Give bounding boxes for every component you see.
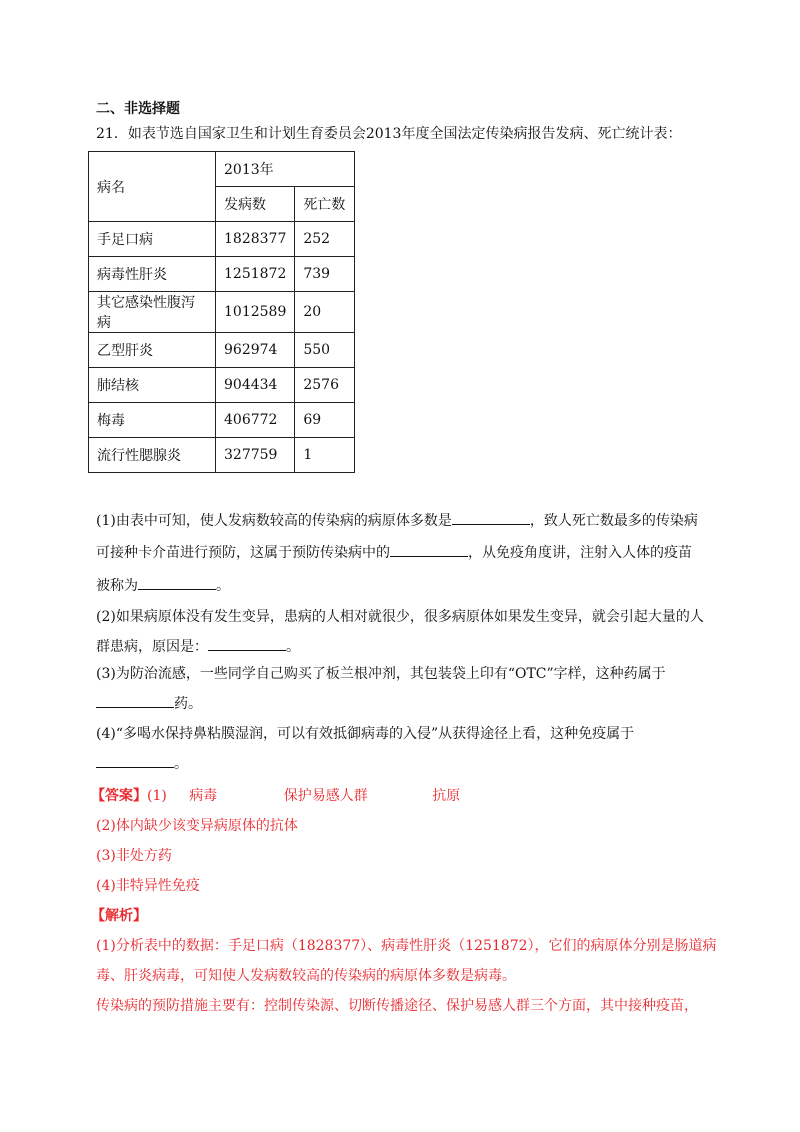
cell-deaths: 739 (295, 257, 355, 292)
cell-name: 乙型肝炎 (89, 333, 216, 368)
analysis-line1: (1)分析表中的数据：手足口病（1828377）、病毒性肝炎（1251872），它们的病原体分别是肠道病 (96, 938, 717, 954)
answer-blank[interactable] (96, 693, 174, 708)
answer-label: 【答案】 (91, 788, 147, 804)
q2-line1: (2)如果病原体没有发生变异，患病的人相对就很少，很多病原体如果发生变异，就会引起大量的人 (96, 609, 704, 625)
cell-incidence: 406772 (216, 403, 295, 438)
cell-deaths: 69 (295, 403, 355, 438)
table-row (89, 403, 355, 438)
answer-item4: (4)非特异性免疫 (96, 878, 200, 894)
statistics-table (88, 151, 355, 473)
answer-blank[interactable] (208, 636, 286, 651)
q3-line2: 药。 (96, 693, 202, 713)
q1-line1: (1)由表中可知，使人发病数较高的传染病的病原体多数是 ，致人死亡数最多的传染病 (96, 510, 698, 530)
section-heading: 二、非选择题 (96, 101, 180, 117)
table-row (89, 292, 355, 333)
answer-blank[interactable] (96, 753, 174, 768)
q4-line1: (4)“多喝水保持鼻粘膜湿润，可以有效抵御病毒的入侵”从获得途径上看，这种免疫属于 (96, 726, 635, 742)
header-year: 2013年 (216, 152, 355, 187)
cell-deaths: 1 (295, 438, 355, 473)
answer-line1: 【答案】(1) 病毒 保护易感人群 抗原 (91, 788, 461, 804)
table-row (89, 368, 355, 403)
answer-blank[interactable] (138, 575, 216, 590)
cell-deaths: 252 (295, 222, 355, 257)
cell-name: 手足口病 (89, 222, 216, 257)
cell-deaths: 550 (295, 333, 355, 368)
answer-item2: (2)体内缺少该变异病原体的抗体 (96, 818, 298, 834)
cell-incidence: 904434 (216, 368, 295, 403)
q4-line2: 。 (96, 753, 188, 773)
header-disease-name: 病名 (89, 152, 216, 222)
cell-incidence: 1828377 (216, 222, 295, 257)
answer-blank[interactable] (452, 510, 530, 525)
cell-name: 肺结核 (89, 368, 216, 403)
cell-deaths: 2576 (295, 368, 355, 403)
question-title: 21．如表节选自国家卫生和计划生育委员会2013年度全国法定传染病报告发病、死亡统计表： (96, 126, 682, 142)
cell-incidence: 962974 (216, 333, 295, 368)
cell-name: 流行性腮腺炎 (89, 438, 216, 473)
cell-incidence: 327759 (216, 438, 295, 473)
q2-line2: 群患病，原因是： 。 (96, 636, 300, 656)
q3-line1: (3)为防治流感，一些同学自己购买了板兰根冲剂，其包装袋上印有“OTC”字样，这种药属于 (96, 666, 666, 682)
header-deaths: 死亡数 (295, 187, 355, 222)
q1-line3: 被称为 。 (96, 575, 230, 595)
table-row (89, 438, 355, 473)
cell-name: 病毒性肝炎 (89, 257, 216, 292)
table-row (89, 333, 355, 368)
q1-line2: 可接种卡介苗进行预防，这属于预防传染病中的 ，从免疫角度讲，注射入人体的疫苗 (96, 542, 692, 562)
answer-blank[interactable] (390, 542, 468, 557)
analysis-label: 【解析】 (91, 908, 147, 924)
cell-incidence: 1251872 (216, 257, 295, 292)
cell-name: 梅毒 (89, 403, 216, 438)
analysis-line2: 毒、肝炎病毒，可知使人发病数较高的传染病的病原体多数是病毒。 (96, 968, 516, 984)
analysis-line3: 传染病的预防措施主要有：控制传染源、切断传播途径、保护易感人群三个方面，其中接种疫苗， (96, 998, 698, 1014)
cell-name: 其它感染性腹泻病 (89, 292, 216, 333)
answer-item3: (3)非处方药 (96, 848, 172, 864)
header-incidence: 发病数 (216, 187, 295, 222)
cell-incidence: 1012589 (216, 292, 295, 333)
table-row (89, 222, 355, 257)
cell-deaths: 20 (295, 292, 355, 333)
table-row (89, 257, 355, 292)
